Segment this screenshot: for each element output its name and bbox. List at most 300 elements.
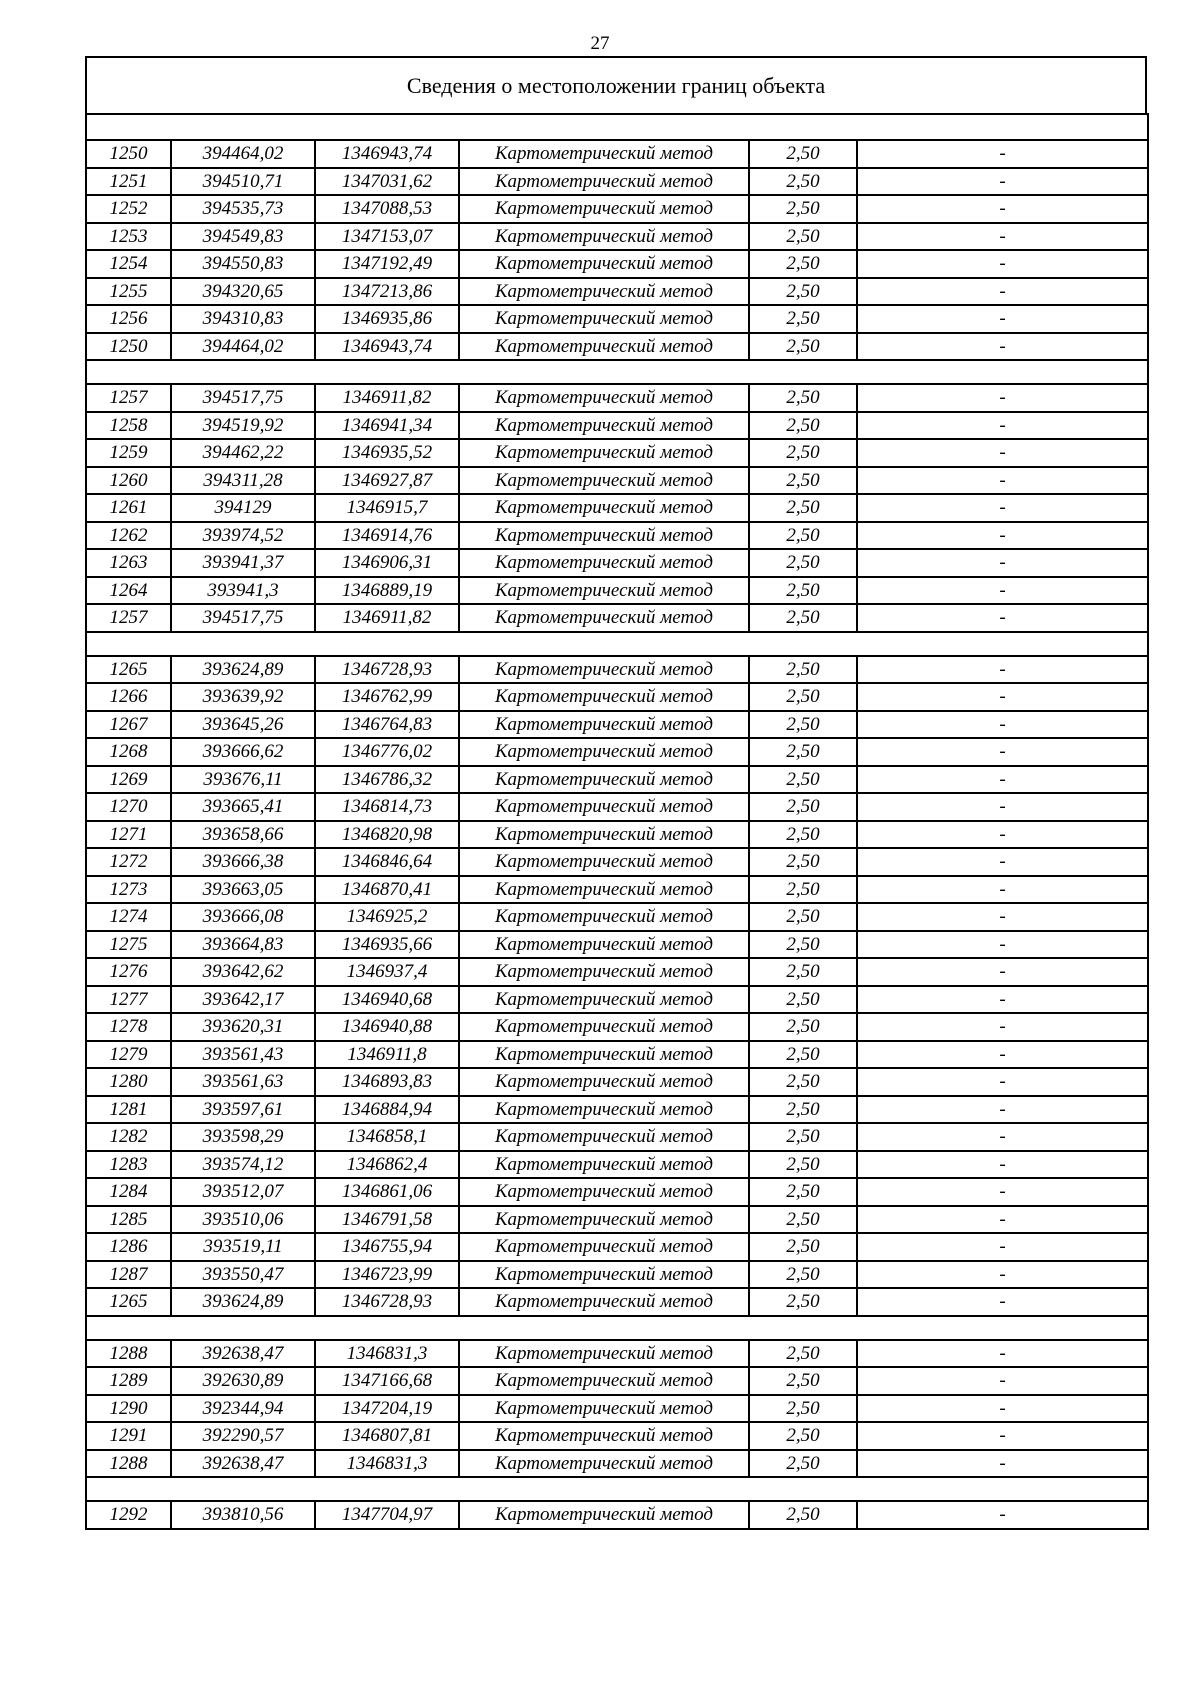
table-row: [86, 333, 1148, 361]
y-coordinate-cell: 1346911,82: [315, 384, 459, 412]
point-number-cell: 1259: [86, 439, 171, 467]
point-number-cell: 1250: [86, 140, 171, 168]
table-row: [86, 278, 1148, 306]
group-separator-row: [86, 1477, 1148, 1501]
y-coordinate-cell: 1346911,8: [315, 1041, 459, 1069]
x-coordinate-cell: 393645,26: [171, 711, 315, 739]
page-number: 27: [590, 33, 610, 54]
group-separator-row: [86, 114, 1148, 140]
description-cell: -: [857, 1450, 1148, 1478]
y-coordinate-cell: 1347704,97: [315, 1501, 459, 1529]
method-cell: Картометрический метод: [459, 1123, 749, 1151]
accuracy-cell: 2,50: [749, 333, 857, 361]
y-coordinate-cell: 1346906,31: [315, 549, 459, 577]
y-coordinate-cell: 1346762,99: [315, 683, 459, 711]
accuracy-cell: 2,50: [749, 738, 857, 766]
method-cell: Картометрический метод: [459, 412, 749, 440]
accuracy-cell: 2,50: [749, 305, 857, 333]
accuracy-cell: 2,50: [749, 821, 857, 849]
y-coordinate-cell: 1347031,62: [315, 168, 459, 196]
accuracy-cell: 2,50: [749, 1501, 857, 1529]
method-cell: Картометрический метод: [459, 140, 749, 168]
method-cell: Картометрический метод: [459, 931, 749, 959]
x-coordinate-cell: 392630,89: [171, 1367, 315, 1395]
point-number-cell: 1272: [86, 848, 171, 876]
x-coordinate-cell: 393561,43: [171, 1041, 315, 1069]
table-row: [86, 1233, 1148, 1261]
description-cell: -: [857, 494, 1148, 522]
accuracy-cell: 2,50: [749, 168, 857, 196]
accuracy-cell: 2,50: [749, 766, 857, 794]
accuracy-cell: 2,50: [749, 1367, 857, 1395]
method-cell: Картометрический метод: [459, 384, 749, 412]
x-coordinate-cell: 393598,29: [171, 1123, 315, 1151]
description-cell: -: [857, 1151, 1148, 1179]
description-cell: -: [857, 931, 1148, 959]
description-cell: -: [857, 1013, 1148, 1041]
table-row: [86, 1501, 1148, 1529]
description-cell: -: [857, 223, 1148, 251]
point-number-cell: 1252: [86, 195, 171, 223]
x-coordinate-cell: 394310,83: [171, 305, 315, 333]
description-cell: -: [857, 1340, 1148, 1368]
method-cell: Картометрический метод: [459, 711, 749, 739]
table-row: [86, 1178, 1148, 1206]
method-cell: Картометрический метод: [459, 494, 749, 522]
y-coordinate-cell: 1346831,3: [315, 1340, 459, 1368]
point-number-cell: 1281: [86, 1096, 171, 1124]
y-coordinate-cell: 1346755,94: [315, 1233, 459, 1261]
table-row: [86, 931, 1148, 959]
description-cell: -: [857, 793, 1148, 821]
method-cell: Картометрический метод: [459, 305, 749, 333]
table-row: [86, 711, 1148, 739]
x-coordinate-cell: 394510,71: [171, 168, 315, 196]
x-coordinate-cell: 393510,06: [171, 1206, 315, 1234]
point-number-cell: 1279: [86, 1041, 171, 1069]
point-number-cell: 1257: [86, 604, 171, 632]
method-cell: Картометрический метод: [459, 223, 749, 251]
group-separator-row: [86, 1316, 1148, 1340]
table-row: [86, 604, 1148, 632]
accuracy-cell: 2,50: [749, 683, 857, 711]
point-number-cell: 1254: [86, 250, 171, 278]
accuracy-cell: 2,50: [749, 876, 857, 904]
y-coordinate-cell: 1346927,87: [315, 467, 459, 495]
method-cell: Картометрический метод: [459, 522, 749, 550]
table-row: [86, 1096, 1148, 1124]
x-coordinate-cell: 394462,22: [171, 439, 315, 467]
y-coordinate-cell: 1346862,4: [315, 1151, 459, 1179]
x-coordinate-cell: 393658,66: [171, 821, 315, 849]
description-cell: -: [857, 1288, 1148, 1316]
table-row: [86, 168, 1148, 196]
method-cell: Картометрический метод: [459, 1233, 749, 1261]
y-coordinate-cell: 1346776,02: [315, 738, 459, 766]
point-number-cell: 1261: [86, 494, 171, 522]
x-coordinate-cell: 393561,63: [171, 1068, 315, 1096]
point-number-cell: 1288: [86, 1450, 171, 1478]
point-number-cell: 1257: [86, 384, 171, 412]
y-coordinate-cell: 1346925,2: [315, 903, 459, 931]
point-number-cell: 1278: [86, 1013, 171, 1041]
y-coordinate-cell: 1346846,64: [315, 848, 459, 876]
separator-cell: [86, 360, 1148, 384]
y-coordinate-cell: 1347213,86: [315, 278, 459, 306]
table-row: [86, 195, 1148, 223]
method-cell: Картометрический метод: [459, 1096, 749, 1124]
x-coordinate-cell: 394320,65: [171, 278, 315, 306]
point-number-cell: 1289: [86, 1367, 171, 1395]
table-row: [86, 250, 1148, 278]
table-row: [86, 522, 1148, 550]
point-number-cell: 1253: [86, 223, 171, 251]
accuracy-cell: 2,50: [749, 250, 857, 278]
method-cell: Картометрический метод: [459, 577, 749, 605]
y-coordinate-cell: 1346915,7: [315, 494, 459, 522]
x-coordinate-cell: 392638,47: [171, 1340, 315, 1368]
y-coordinate-cell: 1346935,66: [315, 931, 459, 959]
accuracy-cell: 2,50: [749, 656, 857, 684]
x-coordinate-cell: 393642,62: [171, 958, 315, 986]
table-row: [86, 656, 1148, 684]
accuracy-cell: 2,50: [749, 958, 857, 986]
accuracy-cell: 2,50: [749, 986, 857, 1014]
y-coordinate-cell: 1346940,88: [315, 1013, 459, 1041]
y-coordinate-cell: 1346884,94: [315, 1096, 459, 1124]
y-coordinate-cell: 1346937,4: [315, 958, 459, 986]
accuracy-cell: 2,50: [749, 1340, 857, 1368]
accuracy-cell: 2,50: [749, 1068, 857, 1096]
table-row: [86, 1340, 1148, 1368]
x-coordinate-cell: 394535,73: [171, 195, 315, 223]
accuracy-cell: 2,50: [749, 931, 857, 959]
method-cell: Картометрический метод: [459, 821, 749, 849]
method-cell: Картометрический метод: [459, 1288, 749, 1316]
y-coordinate-cell: 1347153,07: [315, 223, 459, 251]
description-cell: -: [857, 656, 1148, 684]
description-cell: -: [857, 711, 1148, 739]
method-cell: Картометрический метод: [459, 1013, 749, 1041]
table-row: [86, 305, 1148, 333]
description-cell: -: [857, 549, 1148, 577]
point-number-cell: 1285: [86, 1206, 171, 1234]
x-coordinate-cell: 393666,08: [171, 903, 315, 931]
x-coordinate-cell: 393519,11: [171, 1233, 315, 1261]
table-row: [86, 1123, 1148, 1151]
description-cell: -: [857, 1123, 1148, 1151]
description-cell: -: [857, 986, 1148, 1014]
x-coordinate-cell: 393666,38: [171, 848, 315, 876]
y-coordinate-cell: 1346941,34: [315, 412, 459, 440]
accuracy-cell: 2,50: [749, 522, 857, 550]
x-coordinate-cell: 393597,61: [171, 1096, 315, 1124]
description-cell: -: [857, 1233, 1148, 1261]
accuracy-cell: 2,50: [749, 604, 857, 632]
description-cell: -: [857, 140, 1148, 168]
separator-cell: [86, 114, 1148, 140]
x-coordinate-cell: 393550,47: [171, 1261, 315, 1289]
method-cell: Картометрический метод: [459, 168, 749, 196]
accuracy-cell: 2,50: [749, 278, 857, 306]
y-coordinate-cell: 1346831,3: [315, 1450, 459, 1478]
method-cell: Картометрический метод: [459, 1068, 749, 1096]
accuracy-cell: 2,50: [749, 223, 857, 251]
description-cell: -: [857, 1096, 1148, 1124]
accuracy-cell: 2,50: [749, 1178, 857, 1206]
point-number-cell: 1291: [86, 1422, 171, 1450]
method-cell: Картометрический метод: [459, 250, 749, 278]
x-coordinate-cell: 393974,52: [171, 522, 315, 550]
y-coordinate-cell: 1346914,76: [315, 522, 459, 550]
accuracy-cell: 2,50: [749, 1395, 857, 1423]
accuracy-cell: 2,50: [749, 711, 857, 739]
description-cell: -: [857, 412, 1148, 440]
description-cell: -: [857, 958, 1148, 986]
y-coordinate-cell: 1346723,99: [315, 1261, 459, 1289]
table-row: [86, 1367, 1148, 1395]
table-row: [86, 766, 1148, 794]
point-number-cell: 1290: [86, 1395, 171, 1423]
method-cell: Картометрический метод: [459, 903, 749, 931]
description-cell: -: [857, 305, 1148, 333]
description-cell: -: [857, 1178, 1148, 1206]
table-row: [86, 384, 1148, 412]
accuracy-cell: 2,50: [749, 848, 857, 876]
description-cell: -: [857, 604, 1148, 632]
accuracy-cell: 2,50: [749, 793, 857, 821]
accuracy-cell: 2,50: [749, 903, 857, 931]
method-cell: Картометрический метод: [459, 986, 749, 1014]
accuracy-cell: 2,50: [749, 1151, 857, 1179]
description-cell: -: [857, 1206, 1148, 1234]
point-number-cell: 1250: [86, 333, 171, 361]
point-number-cell: 1264: [86, 577, 171, 605]
method-cell: Картометрический метод: [459, 793, 749, 821]
point-number-cell: 1282: [86, 1123, 171, 1151]
method-cell: Картометрический метод: [459, 1206, 749, 1234]
x-coordinate-cell: 393512,07: [171, 1178, 315, 1206]
table-row: [86, 793, 1148, 821]
table-row: [86, 738, 1148, 766]
y-coordinate-cell: 1346861,06: [315, 1178, 459, 1206]
x-coordinate-cell: 394517,75: [171, 604, 315, 632]
separator-cell: [86, 1316, 1148, 1340]
table-row: [86, 223, 1148, 251]
accuracy-cell: 2,50: [749, 439, 857, 467]
group-separator-row: [86, 632, 1148, 656]
description-cell: -: [857, 250, 1148, 278]
x-coordinate-cell: 393665,41: [171, 793, 315, 821]
point-number-cell: 1267: [86, 711, 171, 739]
y-coordinate-cell: 1346943,74: [315, 140, 459, 168]
description-cell: -: [857, 577, 1148, 605]
table-row: [86, 577, 1148, 605]
accuracy-cell: 2,50: [749, 1261, 857, 1289]
method-cell: Картометрический метод: [459, 766, 749, 794]
description-cell: -: [857, 1422, 1148, 1450]
method-cell: Картометрический метод: [459, 656, 749, 684]
table-row: [86, 494, 1148, 522]
table-row: [86, 1422, 1148, 1450]
point-number-cell: 1273: [86, 876, 171, 904]
coordinates-table-body: [86, 114, 1148, 1529]
separator-cell: [86, 632, 1148, 656]
method-cell: Картометрический метод: [459, 1178, 749, 1206]
description-cell: -: [857, 766, 1148, 794]
method-cell: Картометрический метод: [459, 848, 749, 876]
method-cell: Картометрический метод: [459, 1041, 749, 1069]
accuracy-cell: 2,50: [749, 1013, 857, 1041]
x-coordinate-cell: 394464,02: [171, 140, 315, 168]
accuracy-cell: 2,50: [749, 1096, 857, 1124]
y-coordinate-cell: 1346911,82: [315, 604, 459, 632]
method-cell: Картометрический метод: [459, 876, 749, 904]
method-cell: Картометрический метод: [459, 1450, 749, 1478]
point-number-cell: 1283: [86, 1151, 171, 1179]
accuracy-cell: 2,50: [749, 1123, 857, 1151]
table-row: [86, 1206, 1148, 1234]
table-row: [86, 439, 1148, 467]
description-cell: -: [857, 384, 1148, 412]
point-number-cell: 1268: [86, 738, 171, 766]
x-coordinate-cell: 393642,17: [171, 986, 315, 1014]
point-number-cell: 1292: [86, 1501, 171, 1529]
description-cell: -: [857, 683, 1148, 711]
point-number-cell: 1274: [86, 903, 171, 931]
y-coordinate-cell: 1346940,68: [315, 986, 459, 1014]
point-number-cell: 1262: [86, 522, 171, 550]
y-coordinate-cell: 1347192,49: [315, 250, 459, 278]
point-number-cell: 1284: [86, 1178, 171, 1206]
x-coordinate-cell: 392638,47: [171, 1450, 315, 1478]
description-cell: -: [857, 1261, 1148, 1289]
description-cell: -: [857, 1501, 1148, 1529]
accuracy-cell: 2,50: [749, 140, 857, 168]
point-number-cell: 1258: [86, 412, 171, 440]
point-number-cell: 1260: [86, 467, 171, 495]
accuracy-cell: 2,50: [749, 384, 857, 412]
table-row: [86, 821, 1148, 849]
table-row: [86, 1261, 1148, 1289]
point-number-cell: 1288: [86, 1340, 171, 1368]
accuracy-cell: 2,50: [749, 1041, 857, 1069]
method-cell: Картометрический метод: [459, 278, 749, 306]
y-coordinate-cell: 1346728,93: [315, 656, 459, 684]
description-cell: -: [857, 439, 1148, 467]
table-row: [86, 1041, 1148, 1069]
point-number-cell: 1286: [86, 1233, 171, 1261]
description-cell: -: [857, 821, 1148, 849]
y-coordinate-cell: 1346807,81: [315, 1422, 459, 1450]
y-coordinate-cell: 1346786,32: [315, 766, 459, 794]
method-cell: Картометрический метод: [459, 1261, 749, 1289]
description-cell: -: [857, 1068, 1148, 1096]
accuracy-cell: 2,50: [749, 1450, 857, 1478]
method-cell: Картометрический метод: [459, 195, 749, 223]
accuracy-cell: 2,50: [749, 1206, 857, 1234]
method-cell: Картометрический метод: [459, 958, 749, 986]
point-number-cell: 1251: [86, 168, 171, 196]
accuracy-cell: 2,50: [749, 494, 857, 522]
table-row: [86, 140, 1148, 168]
point-number-cell: 1269: [86, 766, 171, 794]
x-coordinate-cell: 393941,3: [171, 577, 315, 605]
point-number-cell: 1255: [86, 278, 171, 306]
method-cell: Картометрический метод: [459, 467, 749, 495]
y-coordinate-cell: 1346820,98: [315, 821, 459, 849]
table-row: [86, 1450, 1148, 1478]
description-cell: -: [857, 333, 1148, 361]
x-coordinate-cell: 394549,83: [171, 223, 315, 251]
description-cell: -: [857, 168, 1148, 196]
accuracy-cell: 2,50: [749, 577, 857, 605]
method-cell: Картометрический метод: [459, 549, 749, 577]
table-row: [86, 958, 1148, 986]
point-number-cell: 1277: [86, 986, 171, 1014]
table-row: [86, 412, 1148, 440]
method-cell: Картометрический метод: [459, 683, 749, 711]
x-coordinate-cell: 393620,31: [171, 1013, 315, 1041]
method-cell: Картометрический метод: [459, 1422, 749, 1450]
x-coordinate-cell: 392290,57: [171, 1422, 315, 1450]
coordinates-table: [85, 113, 1149, 1530]
accuracy-cell: 2,50: [749, 1233, 857, 1261]
point-number-cell: 1270: [86, 793, 171, 821]
x-coordinate-cell: 393941,37: [171, 549, 315, 577]
description-cell: -: [857, 848, 1148, 876]
point-number-cell: 1266: [86, 683, 171, 711]
accuracy-cell: 2,50: [749, 467, 857, 495]
y-coordinate-cell: 1346791,58: [315, 1206, 459, 1234]
x-coordinate-cell: 394464,02: [171, 333, 315, 361]
description-cell: -: [857, 903, 1148, 931]
x-coordinate-cell: 393664,83: [171, 931, 315, 959]
point-number-cell: 1265: [86, 1288, 171, 1316]
separator-cell: [86, 1477, 1148, 1501]
y-coordinate-cell: 1347204,19: [315, 1395, 459, 1423]
description-cell: -: [857, 522, 1148, 550]
y-coordinate-cell: 1346943,74: [315, 333, 459, 361]
table-row: [86, 549, 1148, 577]
method-cell: Картометрический метод: [459, 439, 749, 467]
y-coordinate-cell: 1346935,52: [315, 439, 459, 467]
accuracy-cell: 2,50: [749, 195, 857, 223]
point-number-cell: 1280: [86, 1068, 171, 1096]
x-coordinate-cell: 394311,28: [171, 467, 315, 495]
accuracy-cell: 2,50: [749, 1422, 857, 1450]
description-cell: -: [857, 278, 1148, 306]
table-row: [86, 986, 1148, 1014]
method-cell: Картометрический метод: [459, 1395, 749, 1423]
point-number-cell: 1271: [86, 821, 171, 849]
accuracy-cell: 2,50: [749, 549, 857, 577]
y-coordinate-cell: 1347088,53: [315, 195, 459, 223]
method-cell: Картометрический метод: [459, 1151, 749, 1179]
description-cell: -: [857, 1395, 1148, 1423]
method-cell: Картометрический метод: [459, 1501, 749, 1529]
y-coordinate-cell: 1346858,1: [315, 1123, 459, 1151]
table-row: [86, 467, 1148, 495]
accuracy-cell: 2,50: [749, 1288, 857, 1316]
y-coordinate-cell: 1346870,41: [315, 876, 459, 904]
description-cell: -: [857, 467, 1148, 495]
table-title: Сведения о местоположении границ объекта: [85, 56, 1147, 115]
description-cell: -: [857, 1367, 1148, 1395]
x-coordinate-cell: 394517,75: [171, 384, 315, 412]
table-row: [86, 1288, 1148, 1316]
x-coordinate-cell: 394550,83: [171, 250, 315, 278]
